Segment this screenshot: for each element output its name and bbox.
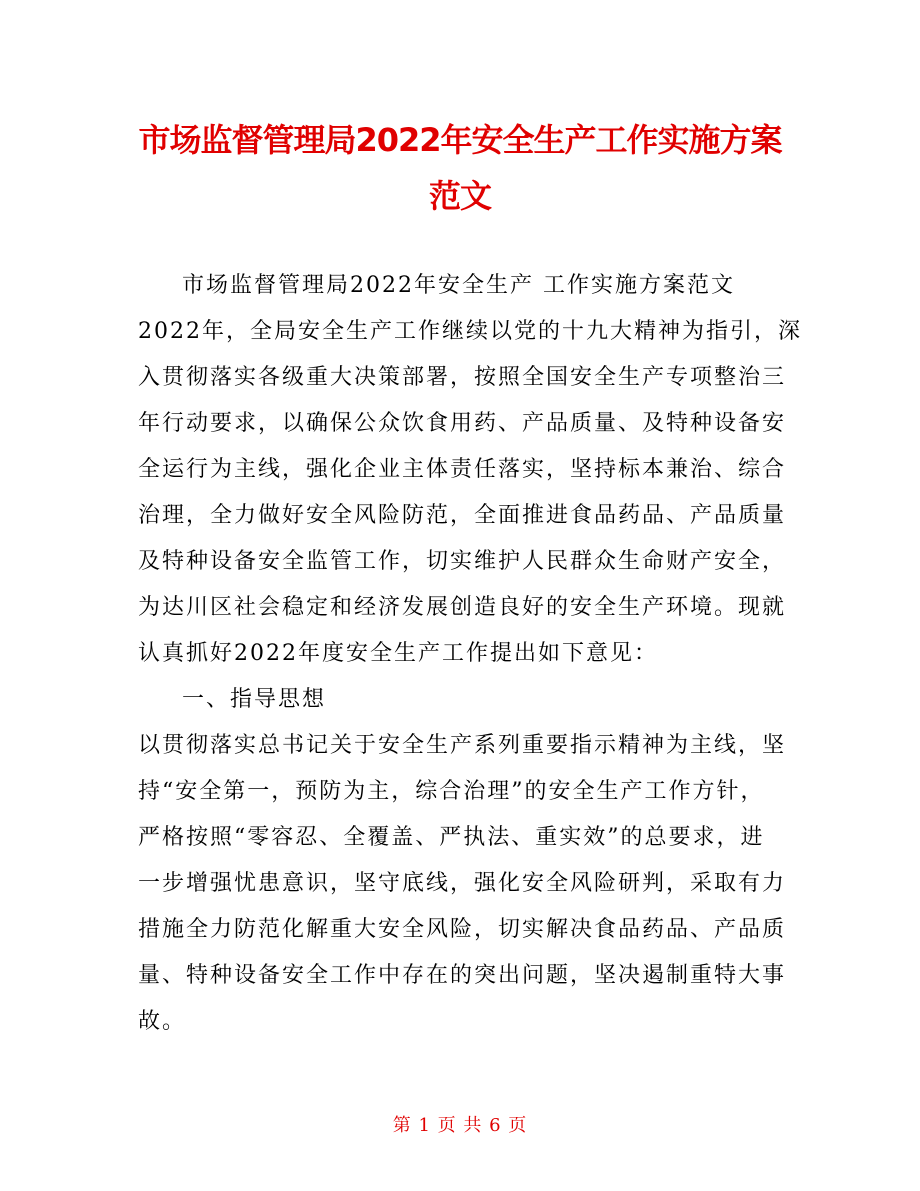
- paragraph-line: 为达川区社会稳定和经济发展创造良好的安全生产环境。现就: [138, 595, 787, 620]
- title-line-2: 范文: [428, 177, 491, 215]
- document-title: [120, 112, 800, 224]
- paragraph-line: 量、特种设备安全工作中存在的突出问题，坚决遏制重特大事: [138, 963, 787, 988]
- paragraph-line: 及特种设备安全监管工作，切实维护人民群众生命财产安全，: [138, 549, 787, 574]
- paragraph-line: 以贯彻落实总书记关于安全生产系列重要指示精神为主线，坚: [138, 733, 787, 758]
- paragraph-line: 故。: [138, 1009, 187, 1034]
- paragraph-line: 2022年，全局安全生产工作继续以党的十九大精神为指引，深: [138, 319, 802, 344]
- section-heading: 一、指导思想: [182, 687, 327, 712]
- paragraph-line: 入贯彻落实各级重大决策部署，按照全国安全生产专项整治三: [138, 365, 787, 390]
- paragraph-line: 全运行为主线，强化企业主体责任落实，坚持标本兼治、综合: [138, 457, 787, 482]
- paragraph-line: 措施全力防范化解重大安全风险，切实解决食品药品、产品质: [138, 917, 787, 942]
- page-number-footer: 第 1 页 共 6 页: [392, 1115, 528, 1136]
- paragraph-line: 一步增强忧患意识，坚守底线，强化安全风险研判，采取有力: [138, 871, 787, 896]
- paragraph-line: 持“安全第一，预防为主，综合治理”的安全生产工作方针，: [138, 779, 765, 804]
- paragraph-line: 认真抓好2022年度安全生产工作提出如下意见：: [138, 641, 658, 666]
- document-body: [138, 263, 802, 1045]
- paragraph-line: 治理，全力做好安全风险防范，全面推进食品药品、产品质量: [138, 503, 787, 528]
- subtitle-line: 市场监督管理局2022年安全生产 工作实施方案范文: [182, 273, 735, 298]
- paragraph-line: 年行动要求，以确保公众饮食用药、产品质量、及特种设备安: [138, 411, 787, 436]
- title-line-1: 市场监督管理局2022年安全生产工作实施方案: [138, 121, 782, 159]
- paragraph-line: 严格按照“零容忍、全覆盖、严执法、重实效”的总要求，进: [138, 825, 765, 850]
